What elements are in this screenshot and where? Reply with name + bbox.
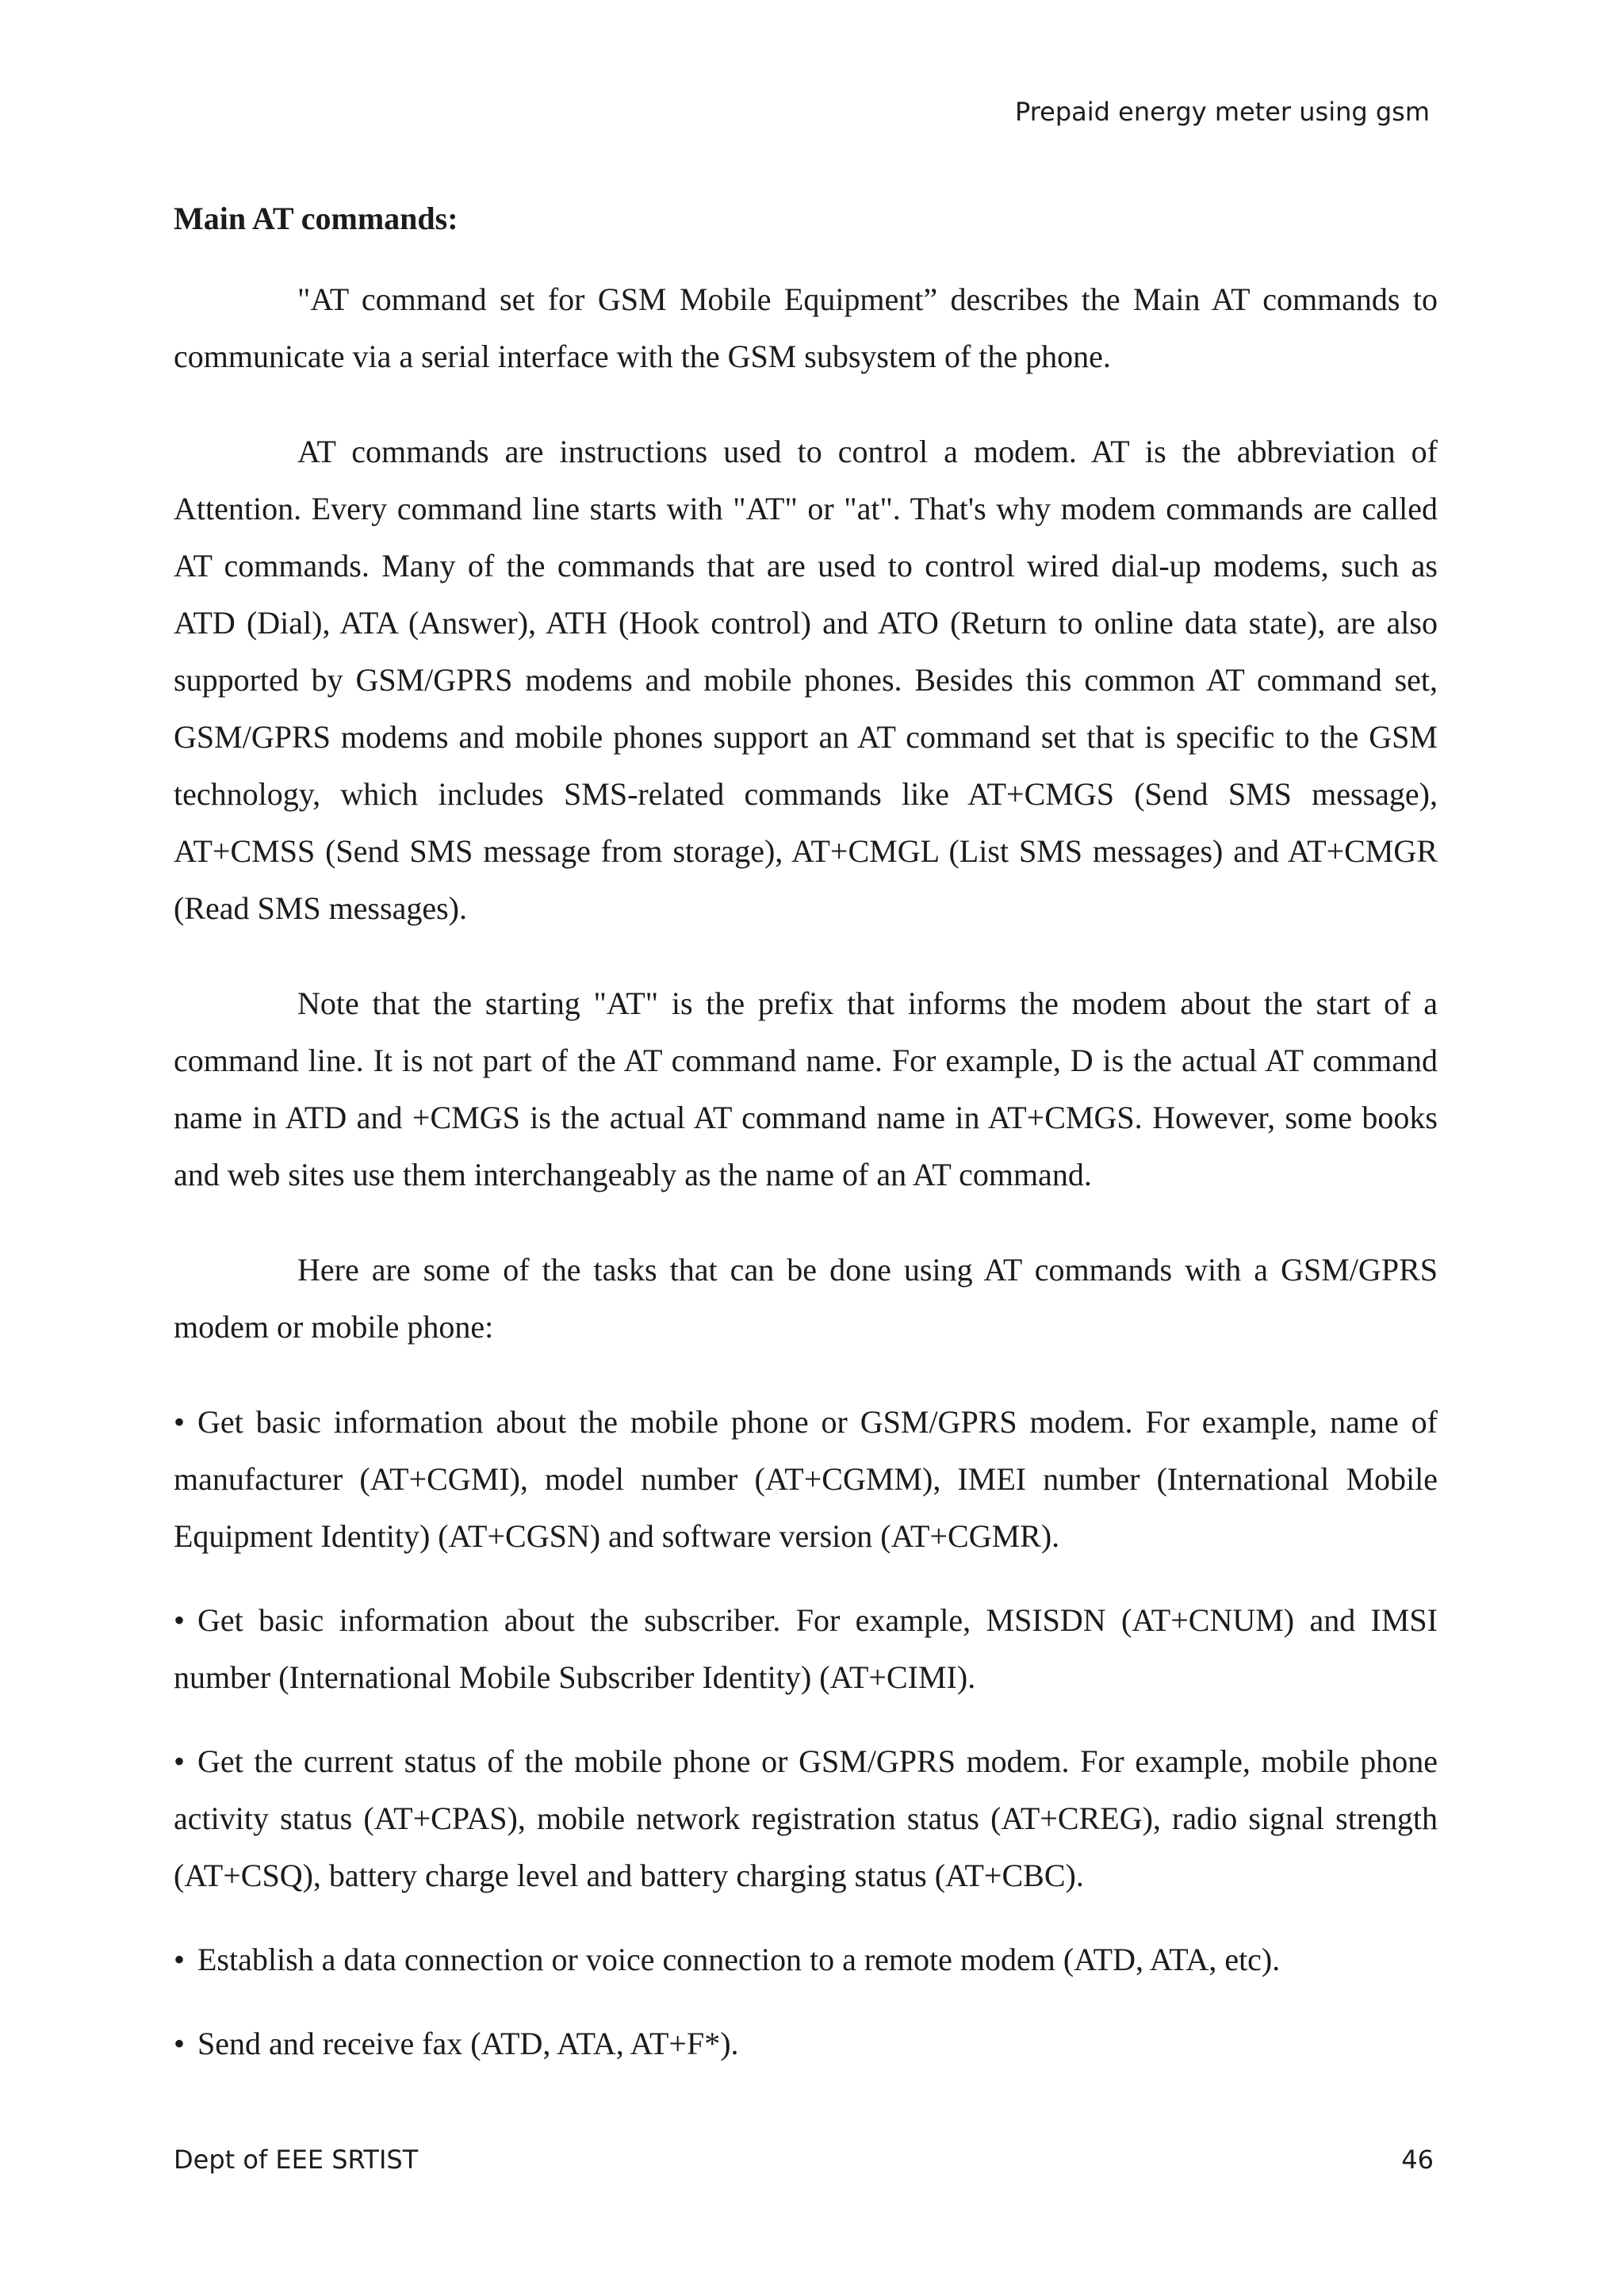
page-number: 46 xyxy=(1401,2145,1434,2175)
page-body xyxy=(174,195,1438,2099)
bullet-icon xyxy=(174,1394,197,1451)
bullet-item xyxy=(174,1394,1438,1565)
paragraph-tasks-intro: Here are some of the tasks that can be done using AT commands with a GSM/GPRS modem or mobile phone: xyxy=(174,1252,1438,1345)
bullet-text: Establish a data connection or voice connection to a remote modem (ATD, ATA, etc). xyxy=(197,1942,1281,1977)
bullet-item xyxy=(174,1733,1438,1904)
bullet-icon xyxy=(174,1733,197,1790)
bullet-icon xyxy=(174,1592,197,1649)
bullet-icon xyxy=(174,1931,197,1988)
bullet-text: Get basic information about the subscriber. For example, MSISDN (AT+CNUM) and IMSI number (International Mobile Subscriber Identity) (AT+CIMI). xyxy=(174,1602,1438,1695)
running-header: Prepaid energy meter using gsm xyxy=(1014,97,1430,127)
section-heading: Main AT commands: xyxy=(174,201,458,236)
bullet-item xyxy=(174,2015,1438,2072)
bullet-icon xyxy=(174,2015,197,2072)
bullet-item xyxy=(174,1592,1438,1706)
bullet-text: Get the current status of the mobile phone or GSM/GPRS modem. For example, mobile phone activity status (AT+CPAS), mobile network registration status (AT+CREG), radio signal strength (AT+CSQ), battery charge level and battery charging status (AT+CBC). xyxy=(174,1743,1438,1893)
paragraph-at-commands: AT commands are instructions used to control a modem. AT is the abbreviation of Attention. Every command line starts with "AT" or "at". That's why modem commands are called AT commands. Many of the commands that are used to control wired dial-up modems, such as ATD (Dial), ATA (Answer), ATH (Hook control) and ATO (Return to online data state), are also supported by GSM/GPRS modems and mobile phones. Besides this common AT command set, GSM/GPRS modems and mobile phones support an AT command set that is specific to the GSM technology, which includes SMS-related commands like AT+CMGS (Send SMS message), AT+CMSS (Send SMS message from storage), AT+CMGL (List SMS messages) and AT+CMGR (Read SMS messages). xyxy=(174,434,1438,926)
bullet-text: Send and receive fax (ATD, ATA, AT+F*). xyxy=(197,2026,739,2061)
footer-department: Dept of EEE SRTIST xyxy=(174,2145,419,2175)
bullet-item xyxy=(174,1931,1438,1988)
paragraph-intro: "AT command set for GSM Mobile Equipment” describes the Main AT commands to communicate via a serial interface with the GSM subsystem of the phone. xyxy=(174,281,1438,374)
paragraph-prefix-note: Note that the starting "AT" is the prefix that informs the modem about the start of a command line. It is not part of the AT command name. For example, D is the actual AT command name in ATD and +CMGS is the actual AT command name in AT+CMGS. However, some books and web sites use them interchangeably as the name of an AT command. xyxy=(174,985,1438,1192)
bullet-text: Get basic information about the mobile phone or GSM/GPRS modem. For example, name of manufacturer (AT+CGMI), model number (AT+CGMM), IMEI number (International Mobile Equipment Identity) (AT+CGSN) and software version (AT+CGMR). xyxy=(174,1404,1438,1554)
